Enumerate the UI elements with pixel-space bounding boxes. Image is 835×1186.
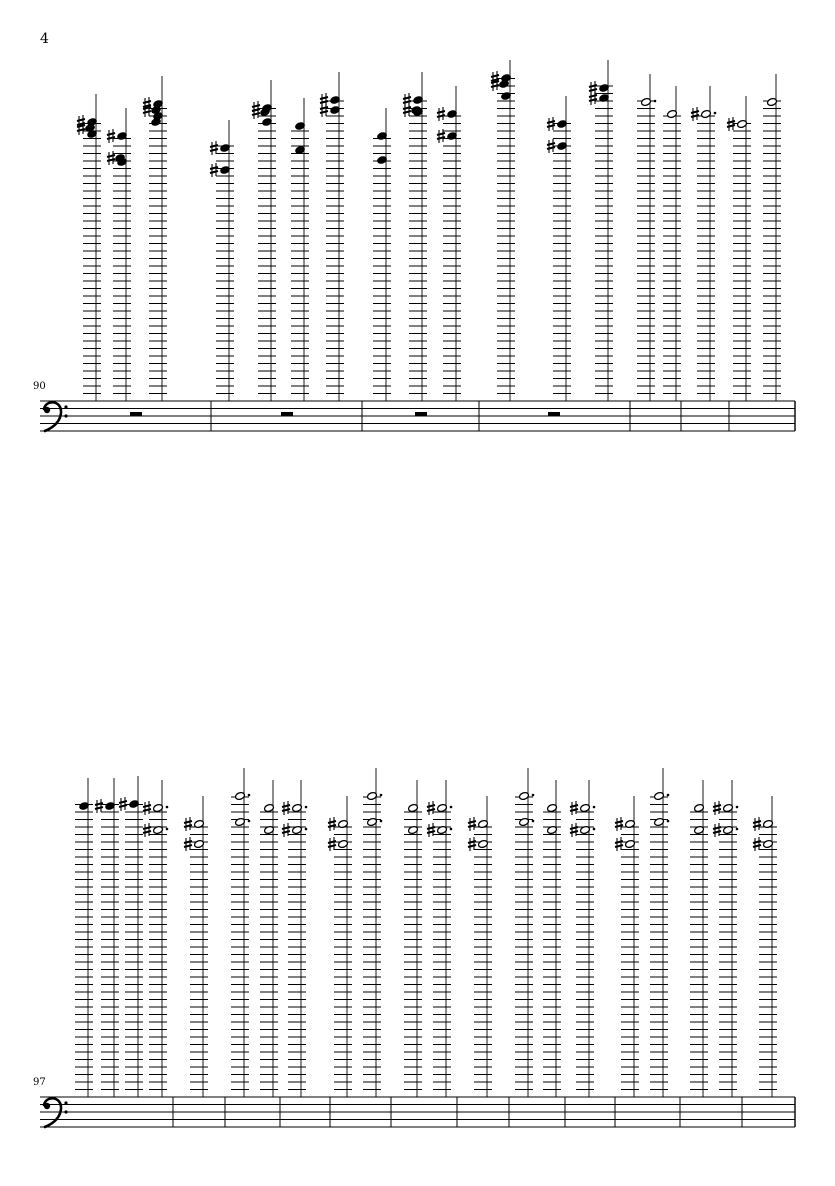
sharp-icon: [753, 837, 761, 851]
sharp-stroke: [753, 821, 761, 823]
sharp-stroke: [184, 821, 192, 823]
clef-dot: [64, 1101, 67, 1104]
sharp-icon: [615, 837, 623, 851]
sharp-stroke: [727, 125, 735, 127]
sharp-icon: [615, 817, 623, 831]
sharp-icon: [95, 799, 103, 813]
sharp-stroke: [403, 97, 411, 99]
sharp-stroke: [143, 831, 151, 833]
sharp-stroke: [282, 831, 290, 833]
sharp-icon: [282, 801, 290, 815]
sharp-stroke: [547, 125, 555, 127]
sharp-stroke: [468, 821, 476, 823]
sharp-stroke: [107, 133, 115, 135]
sharp-icon: [119, 797, 127, 811]
sharp-stroke: [491, 75, 499, 77]
sharp-stroke: [328, 821, 336, 823]
sharp-stroke: [252, 113, 260, 115]
augmentation-dot: [714, 112, 717, 115]
sharp-stroke: [589, 95, 597, 97]
sharp-icon: [210, 163, 218, 177]
augmentation-dot: [450, 806, 453, 809]
sharp-stroke: [77, 119, 85, 121]
augmentation-dot: [667, 794, 670, 797]
sharp-stroke: [570, 809, 578, 811]
sharp-icon: [184, 837, 192, 851]
augmentation-dot: [450, 828, 453, 831]
sharp-stroke: [491, 85, 499, 87]
sharp-stroke: [328, 845, 336, 847]
augmentation-dot: [593, 828, 596, 831]
sharp-stroke: [547, 147, 555, 149]
sharp-stroke: [427, 831, 435, 833]
clef-dot: [64, 1110, 67, 1113]
augmentation-dot: [532, 794, 535, 797]
half-rest: [548, 412, 560, 416]
sharp-icon: [547, 117, 555, 131]
sharp-stroke: [570, 831, 578, 833]
sharp-stroke: [615, 841, 623, 843]
sharp-stroke: [437, 115, 445, 117]
sharp-icon: [468, 817, 476, 831]
sharp-icon: [691, 107, 699, 121]
sharp-stroke: [691, 115, 699, 117]
sharp-icon: [328, 837, 336, 851]
sharp-stroke: [252, 109, 260, 111]
sharp-stroke: [713, 827, 721, 829]
sharp-stroke: [437, 133, 445, 135]
sharp-icon: [403, 93, 411, 107]
sharp-stroke: [691, 111, 699, 113]
sharp-stroke: [753, 841, 761, 843]
sharp-stroke: [615, 845, 623, 847]
sharp-stroke: [727, 121, 735, 123]
augmentation-dot: [532, 820, 535, 823]
augmentation-dot: [248, 820, 251, 823]
sharp-stroke: [468, 841, 476, 843]
sharp-stroke: [713, 831, 721, 833]
sharp-stroke: [320, 111, 328, 113]
clef-curve: [44, 1098, 61, 1127]
sharp-stroke: [210, 171, 218, 173]
augmentation-dot: [305, 828, 308, 831]
sharp-icon: [320, 93, 328, 107]
augmentation-dot: [736, 828, 739, 831]
sharp-stroke: [210, 145, 218, 147]
clef-dot: [44, 1103, 50, 1109]
sharp-stroke: [143, 805, 151, 807]
sharp-stroke: [95, 807, 103, 809]
sharp-stroke: [143, 827, 151, 829]
sharp-stroke: [570, 805, 578, 807]
sharp-stroke: [713, 809, 721, 811]
sharp-icon: [437, 107, 445, 121]
sharp-stroke: [282, 809, 290, 811]
sharp-stroke: [210, 149, 218, 151]
sharp-stroke: [119, 801, 127, 803]
half-rest: [281, 412, 293, 416]
sharp-stroke: [427, 809, 435, 811]
sharp-stroke: [403, 101, 411, 103]
sharp-icon: [753, 817, 761, 831]
sharp-icon: [143, 801, 151, 815]
sharp-icon: [713, 801, 721, 815]
augmentation-dot: [593, 806, 596, 809]
sharp-icon: [403, 103, 411, 117]
augmentation-dot: [166, 828, 169, 831]
sharp-stroke: [320, 101, 328, 103]
sharp-stroke: [615, 821, 623, 823]
sharp-icon: [328, 817, 336, 831]
augmentation-dot: [380, 794, 383, 797]
sharp-icon: [320, 103, 328, 117]
clef-dot: [64, 414, 67, 417]
augmentation-dot: [736, 806, 739, 809]
sharp-stroke: [547, 121, 555, 123]
sharp-stroke: [184, 841, 192, 843]
clef-dot: [64, 405, 67, 408]
augmentation-dot: [667, 820, 670, 823]
sharp-stroke: [468, 845, 476, 847]
bass-clef-icon: [44, 402, 68, 431]
page-number: 4: [40, 31, 49, 47]
clef-curve: [44, 402, 61, 431]
sharp-stroke: [589, 89, 597, 91]
sharp-stroke: [570, 827, 578, 829]
sharp-stroke: [143, 809, 151, 811]
augmentation-dot: [248, 794, 251, 797]
sharp-icon: [184, 817, 192, 831]
sharp-icon: [210, 141, 218, 155]
sharp-stroke: [427, 805, 435, 807]
augmentation-dot: [305, 806, 308, 809]
sharp-icon: [727, 117, 735, 131]
clef-dot: [44, 407, 50, 413]
half-rest: [130, 412, 142, 416]
sharp-icon: [107, 129, 115, 143]
sharp-stroke: [403, 111, 411, 113]
half-rest: [415, 412, 427, 416]
sharp-stroke: [437, 111, 445, 113]
sharp-stroke: [753, 845, 761, 847]
sharp-stroke: [589, 85, 597, 87]
sharp-stroke: [282, 805, 290, 807]
measure-number: 90: [33, 381, 46, 392]
sharp-stroke: [107, 155, 115, 157]
measure-number: 97: [33, 1077, 46, 1088]
sharp-stroke: [328, 841, 336, 843]
sharp-icon: [427, 801, 435, 815]
sharp-stroke: [713, 805, 721, 807]
sharp-stroke: [252, 105, 260, 107]
sharp-stroke: [282, 827, 290, 829]
sharp-icon: [468, 837, 476, 851]
sharp-stroke: [119, 805, 127, 807]
sharp-stroke: [547, 143, 555, 145]
bass-clef-icon: [44, 1098, 68, 1127]
sharp-stroke: [320, 97, 328, 99]
sharp-icon: [589, 81, 597, 95]
augmentation-dot: [654, 100, 657, 103]
sharp-icon: [570, 801, 578, 815]
sharp-stroke: [184, 845, 192, 847]
augmentation-dot: [166, 806, 169, 809]
sharp-stroke: [143, 111, 151, 113]
augmentation-dot: [380, 820, 383, 823]
sharp-stroke: [143, 101, 151, 103]
sharp-stroke: [427, 827, 435, 829]
